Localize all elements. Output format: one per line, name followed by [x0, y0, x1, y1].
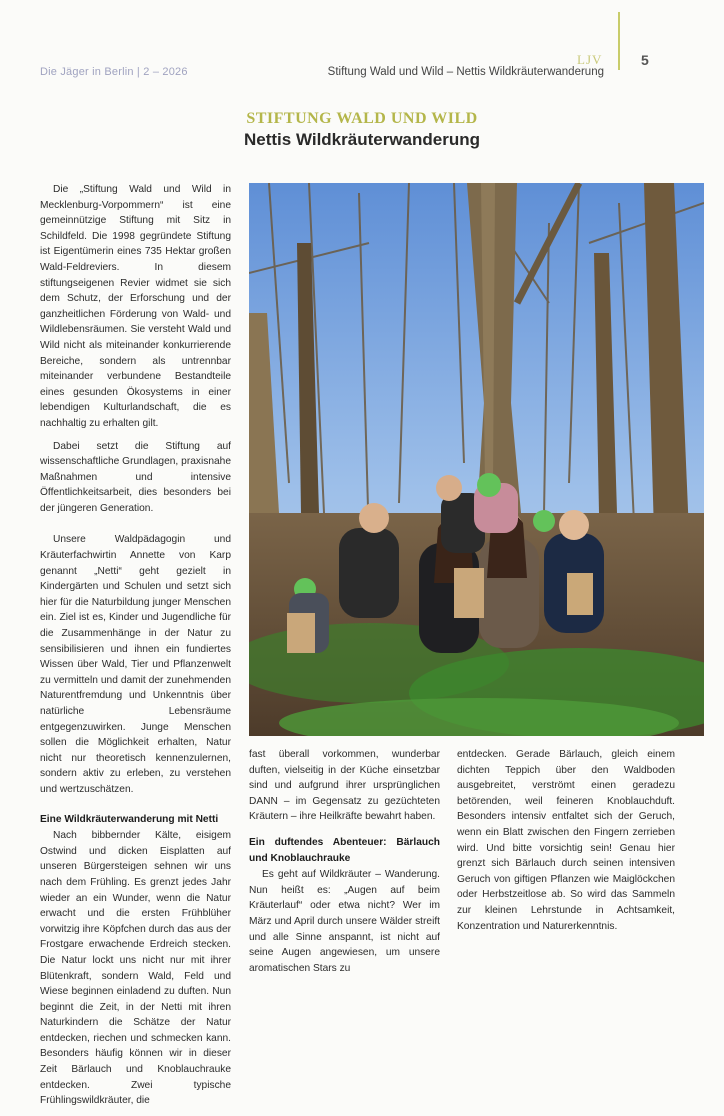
- paragraph: entdecken. Gerade Bärlauch, gleich einem dichten Teppich über den Waldboden ausgebreitet, verströmt einen geradezu betörenden, weil feineren Knoblauchduft. Besonders intensiv entfaltet sich der Geruch, wenn ein Blatt zwischen den Fingern zerrieben wird. Und bitte vorsichtig sein! Genau hier grenzt sich Bärlauch durch seinen intensiven Geruch von giftigen Pflanzen wie Maiglöckchen oder Herbstzeitlose ab. So wird das Sammeln zur kleinen Lehrstunde in Achtsamkeit, Konzentration und Naturerkenntnis.: [457, 749, 675, 932]
- text-column-3: [457, 747, 675, 941]
- magazine-issue: Die Jäger in Berlin | 2 – 2026: [40, 66, 188, 78]
- subheading: Eine Wildkräuterwanderung mit Netti: [40, 813, 219, 825]
- text-column-1: [40, 182, 231, 1116]
- article-title: Nettis Wildkräuterwanderung: [244, 130, 480, 149]
- paragraph: Unsere Waldpädagogin und Kräuterfachwirtin Annette von Karp genannt „Netti“ geht gezielt in Kindergärten und Schulen und setzt sich hier für die Naturbildung junger Menschen ein. Ziel ist es, Kinder und Jugendliche für die Zusammenhänge in der Natur zu sensibilisieren und ihnen ein fundiertes Wissen über Wald, Tier und Pflanzenwelt zu vermitteln und damit der zunehmenden Naturentfremdung und Unkenntnis über natürliche Lebensräume entgegenzuwirken. Junge Menschen sollen die Möglichkeit erhalten, Natur nicht nur theoretisch kennenzulernen, sondern aktiv zu erleben, zu verstehen und wertzuschätzen.: [40, 534, 231, 795]
- text-column-2: [249, 747, 440, 983]
- paragraph: Es geht auf Wildkräuter – Wanderung. Nun heißt es: „Augen auf beim Kräuterlauf“ oder etwa nicht? Wer im März und April durch unsere Wälder streift und alle Sinne anspannt, ist nicht auf seine Augen angewiesen, um unsere aromatischen Stars zu: [249, 869, 440, 974]
- article-kicker: STIFTUNG WALD UND WILD: [246, 110, 478, 127]
- paragraph: fast überall vorkommen, wunderbar duften, vielseitig in der Küche einsetzbar sind und aufgrund ihrer ursprünglichen DANN – im Gegensatz zu gezüchteten Kräutern – ihre Heilkräfte bewahrt haben.: [249, 749, 440, 823]
- paragraph: Dabei setzt die Stiftung auf wissenschaftliche Grundlagen, praxisnahe Maßnahmen und intensive Öffentlichkeitsarbeit, dies besonders bei der jüngeren Generation.: [40, 440, 231, 514]
- subheading: Ein duftendes Abenteuer: Bärlauch und Knoblauchrauke: [249, 836, 440, 864]
- header-divider: [618, 12, 620, 70]
- section-title: Stiftung Wald und Wild – Nettis Wildkräuterwanderung: [327, 66, 604, 78]
- article-photo: [249, 183, 704, 736]
- paragraph: Die „Stiftung Wald und Wild in Mecklenburg-Vorpommern“ ist eine gemeinnützige Stiftung mit Sitz in Schildfeld. Die 1998 gegründete Stiftung ist Eigentümerin eines 735 Hektar großen Wald-Feldreviers. In diesem stiftungseigenen Revier widmet sie sich dem Schutz, der Erforschung und der ganzheitlichen Förderung von Wald- und Wildlebensräumen. Sie versteht Wald und Wild nicht als miteinander konkurrierende Bereiche, sondern als untrennbar miteinander verbundene Bestandteile eines gesunden Ökosystems in einer lebendigen Kulturlandschaft, die es nachhaltig zu erhalten gilt.: [40, 184, 231, 429]
- page-number: 5: [641, 52, 649, 68]
- paragraph: Nach bibbernder Kälte, eisigem Ostwind und dicken Eisplatten auf unseren Bürgersteigen sehnen wir uns nach dem Frühling. Es grenzt jedes Jahr wieder an ein Wunder, wenn die Natur erwacht und die ersten Frühblüher vorwitzig ihre Köpfchen durch das aus der Frostgare erwachende Erdreich stecken. Die Natur lockt uns nicht nur mit ihrer Blütenkraft, sondern Wald, Feld und Wiese beginnen einladend zu duften. Nun beginnt die Zeit, in der Netti mit ihren Naturkindern die Schätze der Natur entdecken, riechen und schmecken kann. Besonders häufig können wir in dieser Zeit Bärlauch und Knoblauchrauke entdecken. Zwei typische Frühlingswildkräuter, die: [40, 830, 231, 1107]
- brand-logo: LJV: [577, 52, 603, 67]
